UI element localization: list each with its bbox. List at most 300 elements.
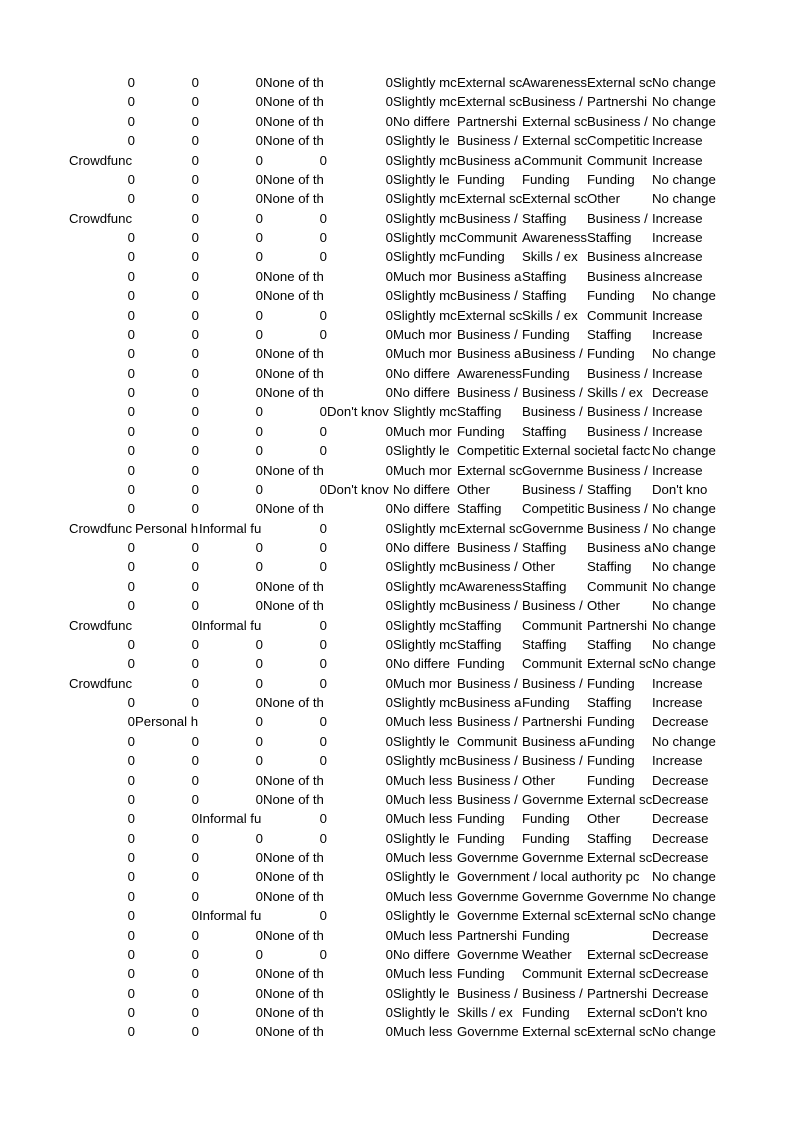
table-cell: Don't knov: [327, 404, 389, 420]
table-cell: Business /: [522, 404, 583, 420]
table-cell: Staffing: [522, 423, 567, 439]
table-cell: Slightly le: [393, 908, 450, 924]
table-cell: 0: [127, 540, 135, 555]
table-cell: Crowdfunc: [69, 520, 133, 536]
table-cell: External sc: [457, 520, 522, 536]
table-cell: 0: [127, 753, 135, 769]
table-cell: 0: [255, 443, 263, 459]
table-cell: Don't knov: [327, 481, 389, 497]
table-cell: None of th: [263, 288, 324, 304]
table-cell: 0: [255, 927, 263, 943]
table-cell: 0: [127, 268, 135, 284]
table-cell: 0: [191, 501, 199, 517]
table-cell: 0: [385, 636, 393, 652]
table-cell: No change: [652, 598, 716, 614]
table-cell: 0: [191, 791, 199, 807]
table-cell: No change: [652, 191, 716, 207]
table-cell: No change: [652, 94, 716, 110]
table-cell: External sc: [457, 307, 522, 323]
table-cell: 0: [319, 443, 327, 459]
table-row: [69, 635, 719, 654]
table-cell: Slightly mc: [393, 520, 457, 536]
table-cell: 0: [191, 811, 199, 827]
table-cell: Other: [522, 772, 555, 788]
table-cell: 0: [255, 481, 263, 497]
table-cell: 0: [127, 94, 135, 110]
table-cell: 0: [191, 443, 199, 459]
table-cell: 0: [191, 210, 199, 226]
table-cell: External sc: [457, 191, 522, 207]
table-cell: 0: [127, 1024, 135, 1040]
table-row: [69, 247, 719, 266]
table-cell: Funding: [587, 714, 635, 730]
table-cell: No change: [652, 578, 716, 594]
table-cell: Business /: [457, 714, 518, 730]
table-cell: 0: [127, 423, 135, 439]
table-cell: Business /: [522, 385, 583, 400]
table-cell: Governme: [457, 1024, 519, 1040]
table-row: [69, 964, 719, 983]
table-cell: Business /: [587, 404, 648, 420]
table-cell: 0: [191, 152, 199, 168]
table-row: [69, 945, 719, 964]
table-cell: Business /: [587, 365, 648, 381]
table-cell: 0: [191, 540, 199, 555]
table-cell: Much less: [393, 927, 453, 943]
table-cell: 0: [319, 946, 327, 962]
table-row: [69, 383, 719, 402]
table-cell: 0: [319, 326, 327, 342]
table-cell: No change: [652, 113, 716, 129]
table-cell: Much less: [393, 850, 453, 865]
table-cell: None of th: [263, 927, 324, 943]
table-cell: 0: [127, 811, 135, 827]
table-cell: 0: [385, 733, 393, 749]
table-cell: Slightly mc: [393, 249, 457, 265]
table-cell: 0: [255, 191, 263, 207]
table-cell: Governme: [587, 888, 649, 904]
table-cell: 0: [255, 210, 263, 226]
table-cell: 0: [127, 326, 135, 342]
table-cell: None of th: [263, 966, 324, 982]
table-cell: Funding: [587, 733, 635, 749]
table-cell: Decrease: [652, 966, 709, 982]
table-cell: 0: [385, 850, 393, 865]
table-cell: 0: [319, 753, 327, 769]
table-cell: 0: [385, 830, 393, 846]
table-cell: None of th: [263, 501, 324, 517]
table-cell: Skills / ex: [522, 249, 578, 265]
table-cell: 0: [255, 230, 263, 245]
table-row: [69, 461, 719, 480]
table-cell: 0: [255, 869, 263, 885]
table-row: [69, 577, 719, 596]
table-cell: 0: [191, 908, 199, 924]
table-cell: Business /: [457, 753, 518, 769]
table-cell: Personal h: [135, 520, 199, 536]
table-cell: No differe: [393, 481, 450, 497]
table-cell: 0: [385, 617, 393, 633]
table-cell: 0: [255, 559, 263, 575]
table-cell: Business /: [587, 113, 648, 129]
table-cell: 0: [191, 733, 199, 749]
table-row: [69, 809, 719, 828]
table-cell: Much mor: [393, 346, 452, 362]
table-cell: Decrease: [652, 385, 709, 400]
table-row: [69, 267, 719, 286]
table-cell: Business a: [587, 249, 652, 265]
table-cell: 0: [191, 288, 199, 304]
table-cell: No differe: [393, 656, 450, 672]
table-cell: No change: [652, 288, 716, 304]
table-cell: 0: [191, 675, 199, 691]
table-cell: Staffing: [522, 210, 567, 226]
table-cell: No change: [652, 171, 716, 187]
table-cell: Business /: [522, 94, 583, 110]
table-cell: Communit: [587, 578, 648, 594]
table-cell: 0: [127, 191, 135, 207]
table-cell: Awareness: [522, 75, 587, 90]
table-cell: 0: [385, 753, 393, 769]
table-cell: 0: [385, 811, 393, 827]
table-cell: No change: [652, 733, 716, 749]
table-cell: 0: [191, 966, 199, 982]
table-cell: Business /: [457, 985, 518, 1001]
table-cell: 0: [255, 346, 263, 362]
table-cell: 0: [127, 946, 135, 962]
table-cell: 0: [255, 733, 263, 749]
table-cell: External sc: [587, 946, 652, 962]
table-cell: No change: [652, 501, 716, 517]
table-cell: 0: [385, 501, 393, 517]
table-cell: 0: [385, 869, 393, 885]
table-cell: 0: [191, 869, 199, 885]
table-cell: No differe: [393, 113, 450, 129]
table-cell: Slightly le: [393, 171, 450, 187]
table-cell: 0: [191, 927, 199, 943]
table-cell: 0: [191, 423, 199, 439]
table-cell: None of th: [263, 772, 324, 788]
table-cell: Governme: [457, 850, 519, 865]
table-cell: No change: [652, 636, 716, 652]
table-cell: Partnershi: [522, 714, 583, 730]
table-cell: External sc: [457, 75, 522, 90]
table-cell: Partnershi: [457, 113, 518, 129]
table-cell: No change: [652, 908, 716, 924]
table-cell: 0: [385, 540, 393, 555]
table-row: [69, 92, 719, 111]
table-cell: None of th: [263, 191, 324, 207]
table-row: [69, 170, 719, 189]
table-cell: 0: [255, 94, 263, 110]
table-cell: 0: [319, 307, 327, 323]
table-cell: Funding: [587, 753, 635, 769]
table-cell: Crowdfunc: [69, 152, 133, 168]
table-row: [69, 1022, 719, 1041]
table-cell: 0: [255, 365, 263, 381]
table-cell: Business /: [587, 423, 648, 439]
table-cell: Communit: [522, 656, 583, 672]
table-cell: 0: [319, 152, 327, 168]
table-cell: No change: [652, 443, 716, 459]
table-row: [69, 693, 719, 712]
table-cell: 0: [191, 462, 199, 478]
table-cell: Business /: [457, 288, 518, 304]
table-cell: 0: [385, 946, 393, 962]
table-row: [69, 131, 719, 150]
table-cell: Crowdfunc: [69, 210, 133, 226]
table-cell: 0: [255, 753, 263, 769]
table-cell: 0: [127, 850, 135, 865]
table-cell: 0: [319, 656, 327, 672]
table-cell: Staffing: [587, 481, 632, 497]
table-cell: Increase: [652, 365, 703, 381]
table-cell: Business a: [587, 268, 652, 284]
table-cell: 0: [255, 152, 263, 168]
table-row: [69, 829, 719, 848]
table-cell: Business /: [522, 753, 583, 769]
table-cell: Other: [587, 598, 620, 614]
table-row: [69, 596, 719, 615]
table-cell: None of th: [263, 888, 324, 904]
table-cell: External sc: [522, 1024, 587, 1040]
table-cell: Staffing: [587, 695, 632, 710]
table-cell: External sc: [522, 113, 587, 129]
table-cell: 0: [385, 268, 393, 284]
table-cell: Other: [522, 559, 555, 575]
table-cell: Funding: [522, 326, 570, 342]
table-cell: 0: [191, 365, 199, 381]
table-cell: None of th: [263, 75, 324, 90]
table-cell: No differe: [393, 365, 450, 381]
table-cell: Staffing: [522, 578, 567, 594]
table-cell: Governme: [522, 520, 584, 536]
table-cell: Decrease: [652, 927, 709, 943]
table-cell: 0: [255, 423, 263, 439]
table-cell: Business /: [457, 133, 518, 149]
table-cell: None of th: [263, 268, 324, 284]
table-cell: Funding: [457, 966, 505, 982]
table-cell: 0: [319, 559, 327, 575]
table-cell: 0: [255, 462, 263, 478]
table-cell: None of th: [263, 869, 324, 885]
table-cell: 0: [127, 927, 135, 943]
table-cell: Government / local authority pc: [457, 869, 640, 885]
table-cell: 0: [385, 171, 393, 187]
table-cell: No differe: [393, 540, 450, 555]
table-cell: Skills / ex: [587, 385, 643, 400]
table-cell: Other: [457, 481, 490, 497]
table-cell: 0: [385, 598, 393, 614]
table-cell: Skills / ex: [522, 307, 578, 323]
table-cell: Staffing: [587, 636, 632, 652]
table-cell: Much less: [393, 772, 453, 788]
table-cell: 0: [191, 598, 199, 614]
table-row: [69, 480, 719, 499]
table-cell: Communit: [457, 230, 518, 245]
table-cell: Business /: [457, 385, 518, 400]
table-cell: Business a: [522, 733, 587, 749]
table-cell: Governme: [457, 888, 519, 904]
table-cell: 0: [127, 133, 135, 149]
table-cell: 0: [191, 307, 199, 323]
table-cell: Funding: [522, 695, 570, 710]
table-cell: 0: [385, 443, 393, 459]
spreadsheet-grid: [69, 73, 719, 1042]
table-cell: 0: [127, 966, 135, 982]
table-cell: None of th: [263, 365, 324, 381]
table-cell: 0: [385, 695, 393, 710]
table-cell: 0: [255, 249, 263, 265]
table-cell: Staffing: [587, 326, 632, 342]
table-cell: 0: [319, 249, 327, 265]
table-cell: External sc: [587, 1024, 652, 1040]
table-cell: Slightly le: [393, 830, 450, 846]
table-cell: Slightly le: [393, 1005, 450, 1020]
table-cell: Staffing: [522, 288, 567, 304]
table-cell: Don't kno: [652, 481, 708, 497]
table-cell: 0: [385, 908, 393, 924]
table-cell: External sc: [587, 791, 652, 807]
table-cell: None of th: [263, 1024, 324, 1040]
table-cell: External sc: [587, 656, 652, 672]
table-cell: External sc: [522, 908, 587, 924]
table-cell: 0: [255, 540, 263, 555]
table-cell: None of th: [263, 791, 324, 807]
table-cell: Informal fu: [199, 617, 262, 633]
table-cell: 0: [255, 288, 263, 304]
table-cell: Business /: [457, 559, 518, 575]
table-cell: Partnershi: [587, 617, 648, 633]
table-cell: 0: [127, 365, 135, 381]
table-cell: Governme: [522, 462, 584, 478]
table-cell: 0: [255, 404, 263, 420]
table-cell: Funding: [457, 249, 505, 265]
table-cell: No change: [652, 75, 716, 90]
table-cell: None of th: [263, 346, 324, 362]
table-cell: Increase: [652, 695, 703, 710]
table-cell: 0: [319, 636, 327, 652]
table-cell: Increase: [652, 268, 703, 284]
table-cell: Much less: [393, 811, 453, 827]
table-cell: None of th: [263, 94, 324, 110]
table-cell: External sc: [587, 850, 652, 865]
table-cell: 0: [127, 714, 135, 730]
table-cell: 0: [127, 307, 135, 323]
table-cell: External sc: [587, 75, 652, 90]
table-cell: 0: [255, 113, 263, 129]
table-cell: 0: [127, 113, 135, 129]
table-cell: Other: [587, 811, 620, 827]
table-cell: 0: [191, 850, 199, 865]
table-row: [69, 364, 719, 383]
table-cell: Funding: [457, 656, 505, 672]
table-cell: Increase: [652, 404, 703, 420]
table-row: [69, 616, 719, 635]
table-row: [69, 557, 719, 576]
table-cell: 0: [255, 714, 263, 730]
table-row: [69, 867, 719, 886]
table-cell: Funding: [522, 1005, 570, 1020]
table-cell: Business /: [522, 675, 583, 691]
table-cell: Funding: [457, 423, 505, 439]
table-cell: Slightly le: [393, 443, 450, 459]
table-row: [69, 441, 719, 460]
table-cell: 0: [385, 985, 393, 1001]
table-cell: Staffing: [587, 830, 632, 846]
table-cell: Governme: [522, 850, 584, 865]
table-row: [69, 112, 719, 131]
table-cell: 0: [319, 617, 327, 633]
table-cell: Slightly mc: [393, 617, 457, 633]
table-row: [69, 712, 719, 731]
table-cell: Decrease: [652, 811, 709, 827]
table-cell: Funding: [587, 772, 635, 788]
table-cell: Competitic: [587, 133, 650, 149]
table-cell: 0: [191, 617, 199, 633]
table-cell: 0: [191, 985, 199, 1001]
table-cell: Much mor: [393, 423, 452, 439]
table-cell: Weather: [522, 946, 572, 962]
table-cell: Slightly mc: [393, 210, 457, 226]
table-cell: 0: [127, 695, 135, 710]
table-cell: 0: [191, 772, 199, 788]
table-cell: Business /: [457, 791, 518, 807]
table-cell: 0: [127, 443, 135, 459]
table-cell: 0: [385, 714, 393, 730]
table-cell: 0: [255, 385, 263, 400]
table-cell: Business /: [587, 501, 648, 517]
table-cell: Staffing: [457, 617, 502, 633]
table-cell: 0: [191, 171, 199, 187]
table-cell: 0: [385, 675, 393, 691]
table-cell: Slightly mc: [393, 753, 457, 769]
table-cell: 0: [127, 501, 135, 517]
table-cell: Funding: [522, 927, 570, 943]
table-cell: Business /: [457, 675, 518, 691]
table-row: [69, 984, 719, 1003]
table-cell: 0: [191, 94, 199, 110]
table-cell: 0: [191, 1005, 199, 1020]
table-cell: External sc: [587, 966, 652, 982]
table-cell: 0: [255, 675, 263, 691]
table-cell: Business a: [457, 346, 522, 362]
table-cell: 0: [127, 908, 135, 924]
table-cell: 0: [127, 733, 135, 749]
table-cell: Slightly le: [393, 869, 450, 885]
table-cell: Business /: [587, 210, 648, 226]
table-cell: Increase: [652, 152, 703, 168]
table-cell: 0: [319, 230, 327, 245]
table-cell: 0: [385, 133, 393, 149]
table-row: [69, 519, 719, 538]
table-cell: 0: [385, 423, 393, 439]
table-cell: Business /: [587, 520, 648, 536]
table-cell: Business /: [587, 462, 648, 478]
table-cell: Staffing: [522, 540, 567, 555]
table-cell: Business a: [587, 540, 652, 555]
table-cell: Decrease: [652, 850, 709, 865]
table-row: [69, 189, 719, 208]
table-cell: No change: [652, 346, 716, 362]
table-cell: External sc: [457, 94, 522, 110]
table-cell: No change: [652, 888, 716, 904]
table-cell: Much less: [393, 966, 453, 982]
table-cell: 0: [385, 365, 393, 381]
table-cell: Funding: [522, 830, 570, 846]
table-cell: 0: [385, 385, 393, 400]
table-cell: Informal fu: [199, 908, 262, 924]
